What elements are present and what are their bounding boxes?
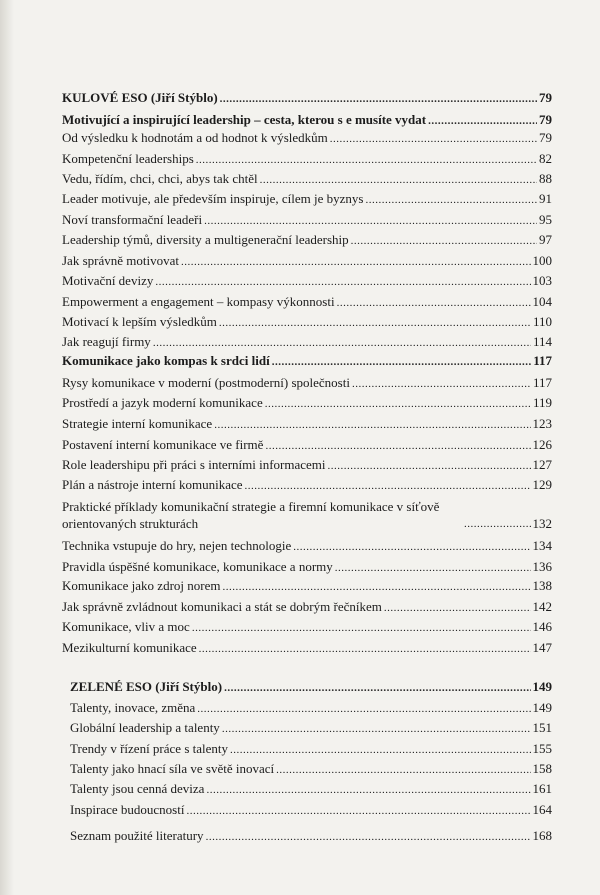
dot-leader	[293, 539, 530, 555]
toc-entry	[62, 416, 552, 433]
dot-leader	[196, 152, 537, 168]
toc-entry	[62, 477, 552, 494]
toc-page-number: 151	[532, 720, 552, 735]
toc-entry-title: Trendy v řízení práce s talenty	[70, 741, 228, 756]
toc-entry	[70, 828, 552, 845]
dot-leader	[352, 376, 531, 392]
toc-entry-title: Talenty, inovace, změna	[70, 700, 196, 715]
toc-page-number: 88	[539, 171, 552, 186]
dot-leader	[428, 113, 537, 129]
dot-leader	[335, 560, 531, 576]
toc-entry-title: Role leadershipu při práci s interními informacemi	[62, 457, 326, 472]
dot-leader	[206, 782, 530, 798]
toc-entry	[62, 640, 552, 657]
toc-page-number: 114	[532, 334, 552, 349]
toc-page-number: 104	[532, 294, 552, 309]
toc-entry-title: Inspirace budoucností	[70, 802, 185, 817]
toc-entry	[62, 457, 552, 474]
toc-page-number: 123	[532, 416, 552, 431]
dot-leader	[464, 516, 531, 532]
dot-leader	[265, 438, 530, 454]
toc-page-number: 155	[532, 741, 552, 756]
toc-entry-title: Jak správně motivovat	[62, 253, 179, 268]
dot-leader	[384, 600, 531, 616]
dot-leader	[219, 315, 531, 331]
dot-leader	[337, 295, 531, 311]
toc-entry-title: Globální leadership a talenty	[70, 720, 220, 735]
toc-entry-title: KULOVÉ ESO (Jiří Stýblo)	[62, 90, 218, 105]
toc-page-number: 110	[532, 314, 552, 329]
dot-leader	[197, 701, 530, 717]
dot-leader	[328, 458, 531, 474]
toc-entry-title: Empowerment a engagement – kompasy výkonnosti	[62, 294, 335, 309]
toc-entry-title: Pravidla úspěšné komunikace, komunikace a normy	[62, 559, 333, 574]
toc-entry-title: Plán a nástroje interní komunikace	[62, 477, 243, 492]
dot-leader	[204, 213, 537, 229]
toc-entry-title: ZELENÉ ESO (Jiří Stýblo)	[70, 679, 223, 694]
toc-entry	[70, 802, 552, 819]
toc-entry	[62, 130, 552, 147]
toc-entry	[70, 700, 552, 717]
toc-page-number: 127	[532, 457, 552, 472]
toc-entry-title: Kompetenční leaderships	[62, 151, 194, 166]
dot-leader	[192, 620, 531, 636]
dot-leader	[222, 579, 530, 595]
toc-entry-title: Mezikulturní komunikace	[62, 640, 197, 655]
toc-entry	[62, 171, 552, 188]
dot-leader	[214, 417, 530, 433]
dot-leader	[153, 335, 531, 351]
toc-page-number: 95	[539, 212, 552, 227]
toc-entry-title: Rysy komunikace v moderní (postmoderní) společnosti	[62, 375, 350, 390]
toc-entry	[70, 761, 552, 778]
toc-entry-title: Prostředí a jazyk moderní komunikace	[62, 395, 263, 410]
toc-entry	[70, 781, 552, 798]
toc-page-number: 103	[532, 273, 552, 288]
dot-leader	[199, 641, 531, 657]
toc-entry-title: Komunikace, vliv a moc	[62, 619, 190, 634]
toc-entry	[62, 395, 552, 412]
toc-page-number: 149	[532, 679, 552, 694]
toc-entry-title: Komunikace jako zdroj norem	[62, 578, 221, 593]
toc-entry-title: Motivací k lepším výsledkům	[62, 314, 217, 329]
dot-leader	[220, 91, 537, 107]
toc-entry-title: Technika vstupuje do hry, nejen technologie	[62, 538, 292, 553]
dot-leader	[186, 803, 530, 819]
toc-page-number: 134	[532, 538, 552, 553]
toc-entry-title: Leader motivuje, ale především inspiruje, cílem je byznys	[62, 191, 364, 206]
toc-entry-title: Praktické příklady komunikační strategie a firemní komunikace v síťově orientovaných strukturách	[62, 499, 440, 531]
toc-page-number: 82	[539, 151, 552, 166]
toc-page-number: 158	[532, 761, 552, 776]
toc-heading	[70, 679, 552, 696]
toc-entry-title: Komunikace jako kompas k srdci lidí	[62, 353, 270, 368]
toc-entry-title: Jak správně zvládnout komunikaci a stát se dobrým řečníkem	[62, 599, 382, 614]
toc-page-number: 91	[539, 191, 552, 206]
toc-entry	[62, 273, 552, 290]
toc-page-number: 79	[539, 90, 552, 105]
toc-page-number: 117	[532, 375, 552, 390]
toc-entry-title: Vedu, řídím, chci, chci, abys tak chtěl	[62, 171, 258, 186]
toc-page-number: 161	[532, 781, 552, 796]
toc-entry	[70, 720, 552, 737]
toc-entry-title: Motivující a inspirující leadership – cesta, kterou s e musíte vydat	[62, 112, 427, 127]
toc-entry	[62, 538, 552, 555]
dot-leader	[272, 354, 532, 370]
toc-entry	[62, 232, 552, 249]
toc-entry	[70, 741, 552, 758]
toc-entry-title: Jak reagují firmy	[62, 334, 151, 349]
toc-entry	[62, 191, 552, 208]
toc-entry-title: Talenty jako hnací síla ve světě inovací	[70, 761, 275, 776]
dot-leader	[351, 233, 537, 249]
toc-entry	[62, 619, 552, 636]
toc-heading	[62, 90, 552, 107]
toc-heading	[62, 353, 552, 370]
dot-leader	[330, 131, 537, 147]
toc-entry-title: Motivační devizy	[62, 273, 154, 288]
toc-page-number: 149	[532, 700, 552, 715]
dot-leader	[260, 172, 537, 188]
dot-leader	[224, 680, 530, 696]
dot-leader	[365, 192, 537, 208]
toc-page-number: 117	[533, 353, 552, 368]
toc-page-number: 136	[532, 559, 552, 574]
toc-entry	[62, 498, 552, 532]
toc-page-number: 164	[532, 802, 552, 817]
toc-entry	[62, 294, 552, 311]
toc-entry	[62, 314, 552, 331]
toc-page-number: 142	[532, 599, 552, 614]
toc-entry	[62, 253, 552, 270]
toc-page-number: 119	[532, 395, 552, 410]
toc-page-number: 168	[532, 828, 552, 843]
toc-page-number: 126	[532, 437, 552, 452]
toc-entry-title: Postavení interní komunikace ve firmě	[62, 437, 264, 452]
toc-page-number: 146	[532, 619, 552, 634]
toc-entry	[62, 578, 552, 595]
toc-page-number: 132	[532, 516, 552, 531]
toc-entry	[62, 599, 552, 616]
toc-page-number: 79	[539, 130, 552, 145]
toc-page-number: 147	[532, 640, 552, 655]
toc-entry	[62, 375, 552, 392]
toc-page-number: 138	[532, 578, 552, 593]
toc-page-number: 129	[532, 477, 552, 492]
toc-page-number: 100	[532, 253, 552, 268]
dot-leader	[245, 478, 531, 494]
toc-entry-title: Talenty jsou cenná deviza	[70, 781, 205, 796]
dot-leader	[181, 254, 531, 270]
toc-entry-title: Seznam použité literatury	[70, 828, 204, 843]
toc-entry	[62, 334, 552, 351]
toc-heading	[62, 112, 552, 129]
dot-leader	[276, 762, 530, 778]
toc-entry-title: Strategie interní komunikace	[62, 416, 213, 431]
toc-entry-title: Od výsledku k hodnotám a od hodnot k výsledkům	[62, 130, 328, 145]
toc-entry-title: Leadership týmů, diversity a multigenerační leadership	[62, 232, 349, 247]
toc-page-number: 97	[539, 232, 552, 247]
dot-leader	[206, 829, 531, 845]
dot-leader	[222, 721, 531, 737]
toc-entry	[62, 559, 552, 576]
toc-entry	[62, 212, 552, 229]
dot-leader	[155, 274, 530, 290]
toc-entry	[62, 151, 552, 168]
dot-leader	[265, 396, 531, 412]
toc-entry-title: Noví transformační leadeři	[62, 212, 203, 227]
toc-page-number: 79	[539, 112, 552, 127]
dot-leader	[230, 742, 531, 758]
toc-entry	[62, 437, 552, 454]
